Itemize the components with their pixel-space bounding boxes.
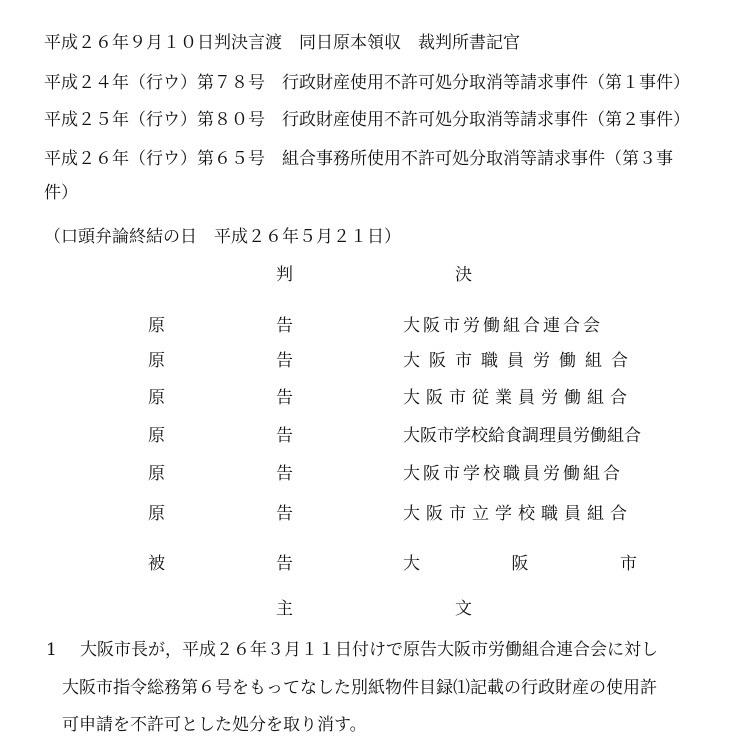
party-role-char-1: 原: [148, 426, 165, 446]
defendant-role-char-1: 被: [148, 554, 165, 574]
header-line-case-2: 平成２５年（行ウ）第８０号 行政財産使用不許可処分取消等請求事件（第２事件）: [44, 110, 690, 130]
party-role-char-1: 原: [148, 464, 165, 484]
party-role-char-1: 原: [148, 504, 165, 524]
header-line-case-3-cont: 件）: [44, 183, 78, 203]
main-text-item-number: 1: [46, 640, 57, 660]
party-name: 大阪市職員労働組合: [403, 351, 637, 371]
header-line-case-1: 平成２４年（行ウ）第７８号 行政財産使用不許可処分取消等請求事件（第１事件）: [44, 73, 690, 93]
party-role-char-2: 告: [276, 351, 293, 371]
main-text-line-3: 可申請を不許可とした処分を取り消す。: [62, 715, 367, 735]
header-line-hearing-end: （口頭弁論終結の日 平成２６年５月２１日）: [44, 227, 401, 247]
party-name: 大阪市立学校職員組合: [403, 504, 633, 524]
main-text-heading-char-2: 文: [455, 599, 472, 619]
main-text-heading-char-1: 主: [276, 599, 293, 619]
party-role-char-1: 原: [148, 316, 165, 336]
party-role-char-2: 告: [276, 464, 293, 484]
defendant-name-char-1: 大: [403, 554, 420, 574]
party-role-char-1: 原: [148, 351, 165, 371]
party-role-char-2: 告: [276, 504, 293, 524]
party-name: 大阪市学校給食調理員労働組合: [403, 426, 641, 446]
judgment-heading-char-2: 決: [455, 265, 472, 285]
defendant-name-char-2: 阪: [511, 554, 529, 574]
party-role-char-2: 告: [276, 426, 293, 446]
main-text-line-2: 大阪市指令総務第６号をもってなした別紙物件目録⑴記載の行政財産の使用許: [62, 678, 657, 698]
defendant-name: [403, 553, 637, 575]
defendant-name-char-3: 市: [620, 554, 637, 574]
party-role-char-2: 告: [276, 388, 293, 408]
party-role-char-2: 告: [276, 316, 293, 336]
header-line-case-3: 平成２６年（行ウ）第６５号 組合事務所使用不許可処分取消等請求事件（第３事: [44, 149, 673, 169]
main-text-line-1: 大阪市長が，平成２６年３月１１日付けで原告大阪市労働組合連合会に対し: [80, 640, 658, 660]
party-name: 大阪市学校職員労働組合: [403, 464, 623, 484]
defendant-role-char-2: 告: [276, 554, 293, 574]
header-line-decision-date: 平成２６年９月１０日判決言渡 同日原本領収 裁判所書記官: [44, 33, 520, 53]
party-name: 大阪市従業員労働組合: [403, 388, 633, 408]
party-name: 大阪市労働組合連合会: [403, 316, 603, 336]
judgment-heading-char-1: 判: [276, 265, 293, 285]
party-role-char-1: 原: [148, 388, 165, 408]
